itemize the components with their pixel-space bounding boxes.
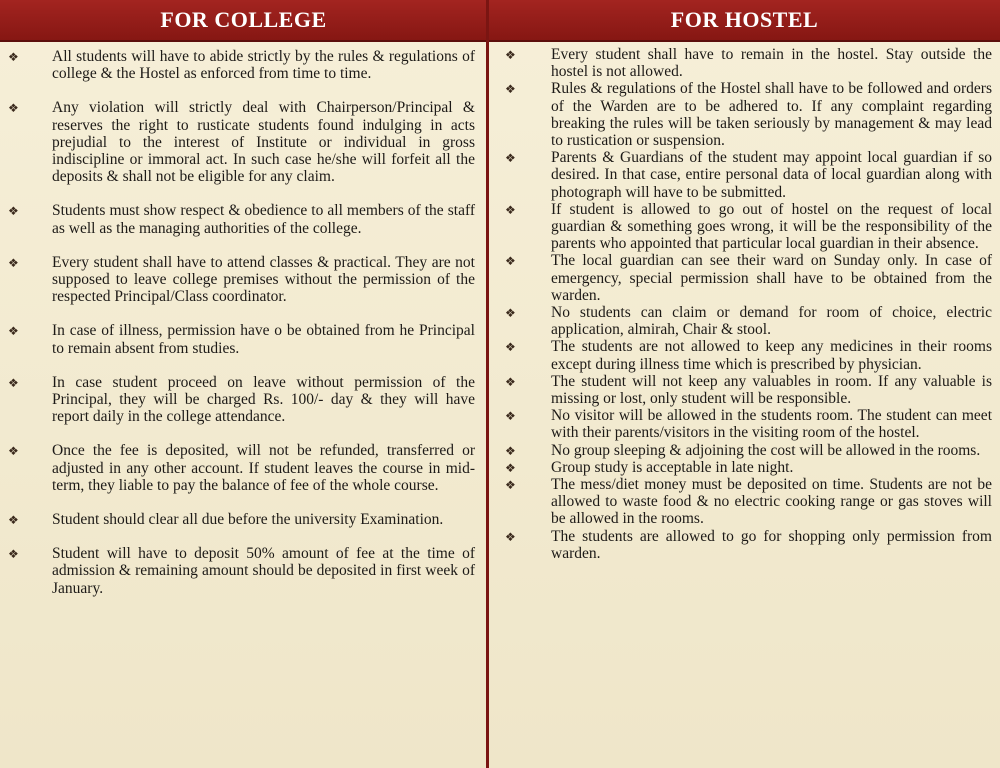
diamond-bullet-icon: ❖ xyxy=(8,444,19,459)
diamond-bullet-icon: ❖ xyxy=(505,82,516,97)
list-item: ❖ The students are allowed to go for shopping only permission from warden. xyxy=(505,527,992,562)
diamond-bullet-icon: ❖ xyxy=(8,375,19,390)
diamond-bullet-icon: ❖ xyxy=(505,306,516,321)
list-item: ❖ No visitor will be allowed in the students room. The student can meet with their parents/visitors in the visiting room of the hostel. xyxy=(505,407,992,442)
diamond-bullet-icon: ❖ xyxy=(505,202,516,217)
hostel-header: FOR HOSTEL xyxy=(489,0,1000,42)
list-item: ❖ All students will have to abide strictly by the rules & regulations of college & the Hostel as enforced from time to time. xyxy=(8,48,475,83)
diamond-bullet-icon: ❖ xyxy=(505,478,516,493)
diamond-bullet-icon: ❖ xyxy=(505,374,516,389)
college-header: FOR COLLEGE xyxy=(0,0,487,42)
list-item: ❖ Once the fee is deposited, will not be refunded, transferred or adjusted in any other account. If student leaves the course in mid-term, they liable to pay the balance of fee of the whole course. xyxy=(8,442,475,494)
list-item: ❖ The student will not keep any valuables in room. If any valuable is missing or lost, only student will be responsible. xyxy=(505,372,992,408)
diamond-bullet-icon: ❖ xyxy=(8,513,19,528)
list-item: ❖ Any violation will strictly deal with Chairperson/Principal & reserves the right to rusticate students found indulging in acts prejudial to the interest of Institute or individual in gross indiscipline or immoral act. In such case he/she will forfeit all the deposits & shall not be eligible for any claim. xyxy=(8,99,475,186)
list-item: ❖ In case student proceed on leave without permission of the Principal, they will be charged Rs. 100/- day & they will have report daily in the college attendance. xyxy=(8,373,475,426)
diamond-bullet-icon: ❖ xyxy=(505,529,516,544)
list-item: ❖ If student is allowed to go out of hostel on the request of local guardian & something goes wrong, it will be the responsibility of the parents who appointed that particular local guardian in their absence. xyxy=(505,200,992,253)
diamond-bullet-icon: ❖ xyxy=(505,409,516,424)
hostel-column xyxy=(489,0,1000,768)
diamond-bullet-icon: ❖ xyxy=(505,460,516,475)
diamond-bullet-icon: ❖ xyxy=(505,151,516,166)
hostel-rules-list xyxy=(489,42,1000,562)
list-item: ❖ Every student shall have to remain in the hostel. Stay outside the hostel is not allowed. xyxy=(505,46,992,81)
list-item: ❖ No group sleeping & adjoining the cost will be allowed in the rooms. xyxy=(505,441,981,459)
list-item: ❖ Students must show respect & obedience to all members of the staff as well as the managing authorities of the college. xyxy=(8,202,475,237)
list-item: ❖ The local guardian can see their ward on Sunday only. In case of emergency, special permission shall have to be obtained from the warden. xyxy=(505,252,992,304)
list-item: ❖ Rules & regulations of the Hostel shall have to be followed and orders of the Warden are to be adhered to. If any complaint regarding breaking the rules will be taken seriously by management & may lead to rustication or suspension. xyxy=(505,80,992,150)
list-item: ❖ Student will have to deposit 50% amount of fee at the time of admission & remaining amount should be deposited in first week of January. xyxy=(8,545,475,597)
list-item: ❖ Student should clear all due before the university Examination. xyxy=(8,511,444,529)
diamond-bullet-icon: ❖ xyxy=(8,255,19,270)
list-item: ❖ Every student shall have to attend classes & practical. They are not supposed to leave college premises without the permission of the respected Principal/Class coordinator. xyxy=(8,253,475,306)
list-item: ❖ Group study is acceptable in late night. xyxy=(505,458,794,476)
college-rules-list xyxy=(0,42,487,597)
diamond-bullet-icon: ❖ xyxy=(505,254,516,269)
diamond-bullet-icon: ❖ xyxy=(8,50,19,64)
diamond-bullet-icon: ❖ xyxy=(8,204,19,219)
list-item: ❖ No students can claim or demand for room of choice, electric application, almirah, Chair & stool. xyxy=(505,304,992,339)
diamond-bullet-icon: ❖ xyxy=(505,48,516,62)
list-item: ❖ The students are not allowed to keep any medicines in their rooms except during illness time which is prescribed by physician. xyxy=(505,338,992,373)
diamond-bullet-icon: ❖ xyxy=(8,324,19,339)
list-item: ❖ Parents & Guardians of the student may appoint local guardian if so desired. In that case, entire personal data of local guardian along with photograph will have to be submitted. xyxy=(505,149,992,201)
diamond-bullet-icon: ❖ xyxy=(8,547,19,562)
diamond-bullet-icon: ❖ xyxy=(505,443,516,458)
list-item: ❖ The mess/diet money must be deposited on time. Students are not be allowed to waste food & no electric cooking range or gas stoves will be allowed in the rooms. xyxy=(505,476,992,528)
college-column xyxy=(0,0,487,768)
diamond-bullet-icon: ❖ xyxy=(8,101,19,116)
list-item: ❖ In case of illness, permission have o be obtained from he Principal to remain absent from studies. xyxy=(8,322,475,357)
diamond-bullet-icon: ❖ xyxy=(505,340,516,355)
